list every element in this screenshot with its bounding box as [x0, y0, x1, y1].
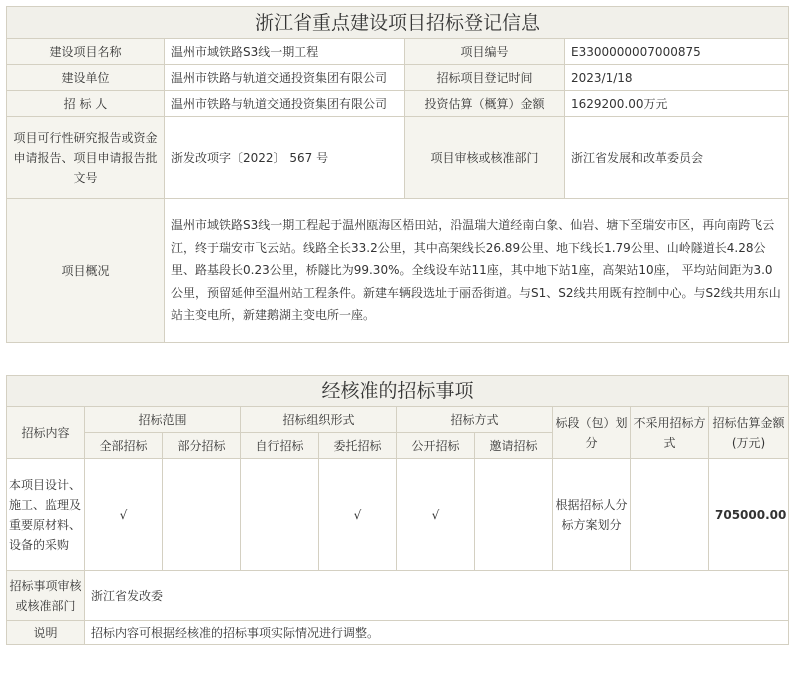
overview-text: 温州市域铁路S3线一期工程起于温州瓯海区梧田站，沿温瑞大道经南白象、仙岩、塘下至瑞安市区，再向南跨飞云江，终于瑞安市飞云站。线路全长33.2公里，其中高架线长26.89公里、地下线长1.79公里、山岭隧道长4.28公里、路基段长0.23公里，桥隧比为99.30%。全线设车站11座，其中地下站1座，高架站10座， 平均站间距为3.0公里，预留延伸至温州站工程条件。新建车辆段选址于丽岙街道。与S1、S2线共用既有控制中心。与S2线共用东山站主变电所，新建鹅湖主变电所一座。	[165, 199, 789, 343]
invite-tender-header: 邀请招标	[475, 433, 553, 459]
project-number-label: 项目编号	[405, 39, 565, 65]
approval-dept-value: 浙江省发展和改革委员会	[565, 117, 789, 199]
method-header: 招标方式	[397, 407, 553, 433]
form-header: 招标组织形式	[241, 407, 397, 433]
project-info-table	[6, 6, 789, 343]
self-tender-header: 自行招标	[241, 433, 319, 459]
partial-tender-check	[163, 459, 241, 571]
note-label: 说明	[7, 621, 85, 645]
approval-doc-value: 浙发改项字〔2022〕 567 号	[165, 117, 405, 199]
full-tender-check: √	[85, 459, 163, 571]
dept-label: 招标事项审核或核准部门	[7, 571, 85, 621]
section-value: 根据招标人分标方案划分	[553, 459, 631, 571]
entrust-tender-header: 委托招标	[319, 433, 397, 459]
not-used-header: 不采用招标方式	[631, 407, 709, 459]
not-used-value	[631, 459, 709, 571]
amount-header: 招标估算金额(万元)	[709, 407, 789, 459]
builder-value: 温州市铁路与轨道交通投资集团有限公司	[165, 65, 405, 91]
register-time-label: 招标项目登记时间	[405, 65, 565, 91]
scope-header: 招标范围	[85, 407, 241, 433]
investment-value: 1629200.00万元	[565, 91, 789, 117]
project-name-label: 建设项目名称	[7, 39, 165, 65]
full-tender-header: 全部招标	[85, 433, 163, 459]
invite-tender-check	[475, 459, 553, 571]
open-tender-check: √	[397, 459, 475, 571]
overview-label: 项目概况	[7, 199, 165, 343]
amount-value: 705000.00	[709, 459, 789, 571]
approved-title: 经核准的招标事项	[7, 376, 789, 407]
open-tender-header: 公开招标	[397, 433, 475, 459]
register-time-value: 2023/1/18	[565, 65, 789, 91]
tenderer-label: 招 标 人	[7, 91, 165, 117]
section-header: 标段（包）划分	[553, 407, 631, 459]
project-number-value: E3300000007000875	[565, 39, 789, 65]
note-value: 招标内容可根据经核准的招标事项实际情况进行调整。	[85, 621, 789, 645]
project-name-value: 温州市域铁路S3线一期工程	[165, 39, 405, 65]
approval-doc-label: 项目可行性研究报告或资金申请报告、项目申请报告批文号	[7, 117, 165, 199]
approved-items-table	[6, 375, 789, 645]
content-value: 本项目设计、施工、监理及重要原材料、设备的采购	[7, 459, 85, 571]
dept-value: 浙江省发改委	[85, 571, 789, 621]
partial-tender-header: 部分招标	[163, 433, 241, 459]
builder-label: 建设单位	[7, 65, 165, 91]
content-header: 招标内容	[7, 407, 85, 459]
entrust-tender-check: √	[319, 459, 397, 571]
approval-dept-label: 项目审核或核准部门	[405, 117, 565, 199]
tenderer-value: 温州市铁路与轨道交通投资集团有限公司	[165, 91, 405, 117]
self-tender-check	[241, 459, 319, 571]
investment-label: 投资估算（概算）金额	[405, 91, 565, 117]
info-title: 浙江省重点建设项目招标登记信息	[7, 7, 789, 39]
